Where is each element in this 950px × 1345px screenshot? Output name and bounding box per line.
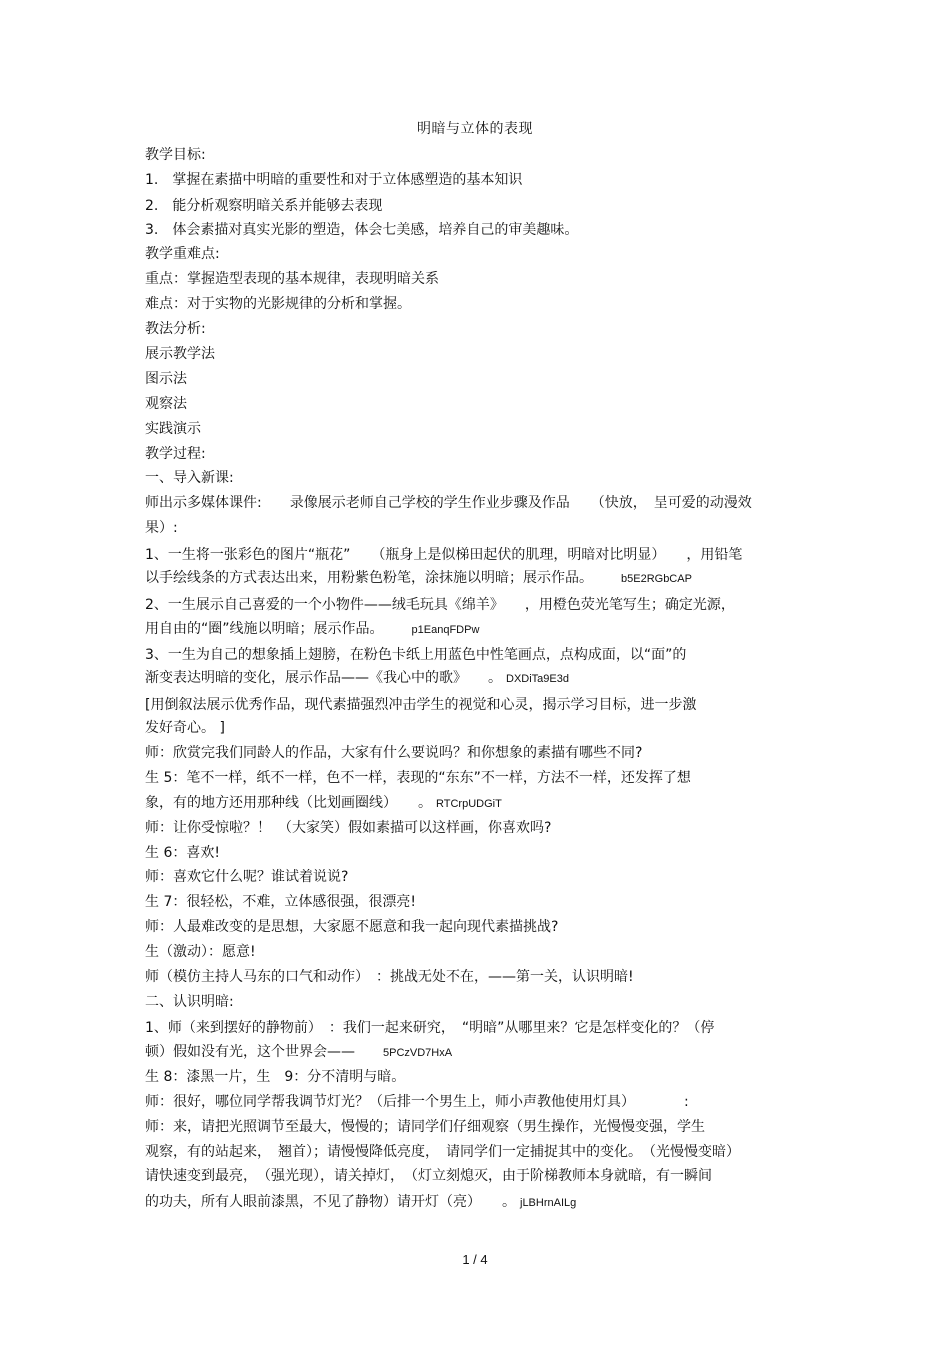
- text-line: 师：人最难改变的是思想，大家愿不愿意和我一起向现代素描挑战?: [145, 919, 559, 935]
- text-line: 用自由的“圈”线施以明暗；展示作品。 p1EanqFDPw: [145, 621, 480, 637]
- text-line: 生 6：喜欢!: [145, 845, 220, 861]
- text-line: 生 8：漆黑一片，生 9：分不清明与暗。: [145, 1069, 406, 1085]
- text-line: 展示教学法: [145, 346, 215, 362]
- page-number: 1 / 4: [462, 1252, 488, 1267]
- text-line: 二、认识明暗:: [145, 994, 234, 1010]
- text-line: 师：喜欢它什么呢？谁试着说说?: [145, 869, 349, 885]
- text-line: 师出示多媒体课件: 录像展示老师自己学校的学生作业步骤及作品 （快放， 呈可爱的动漫效: [145, 495, 752, 511]
- text-line: 果）:: [145, 520, 178, 536]
- text-line: 教学重难点:: [145, 246, 220, 262]
- text-line: 实践演示: [145, 421, 201, 437]
- text-line: 顿）假如没有光，这个世界会—— 5PCzVD7HxA: [145, 1044, 453, 1060]
- text-line: 一、导入新课:: [145, 470, 234, 486]
- text-line: 渐变表达明暗的变化，展示作品——《我心中的歌》 。 DXDiTa9E3d: [145, 670, 569, 686]
- doc-code: 5PCzVD7HxA: [383, 1047, 453, 1059]
- text-line: 重点：掌握造型表现的基本规律，表现明暗关系: [145, 271, 439, 287]
- text-line: 师（模仿主持人马东的口气和动作） ：挑战无处不在，——第一关，认识明暗!: [145, 969, 634, 985]
- text-line: 以手绘线条的方式表达出来，用粉紫色粉笔，涂抹施以明暗；展示作品。 b5E2RGbCAP: [145, 570, 692, 586]
- text-line: 3、一生为自己的想象插上翅膀，在粉色卡纸上用蓝色中性笔画点，点构成面，以“面”的: [145, 647, 687, 663]
- text-line: 1. 掌握在素描中明暗的重要性和对于立体感塑造的基本知识: [145, 172, 523, 188]
- text-line: 2、一生展示自己喜爱的一个小物件——绒毛玩具《绵羊》 ，用橙色荧光笔写生；确定光源，: [145, 597, 735, 613]
- text-line: 师：来，请把光照调节至最大，慢慢的；请同学们仔细观察（男生操作，光慢慢变强，学生: [145, 1119, 705, 1135]
- text-line: 师：让你受惊啦？！ （大家笑）假如素描可以这样画，你喜欢吗?: [145, 820, 552, 836]
- doc-code: jLBHrnAILg: [520, 1197, 577, 1209]
- text-line: 生 5：笔不一样，纸不一样，色不一样，表现的“东东”不一样，方法不一样，还发挥了想: [145, 770, 691, 786]
- text-line: 观察，有的站起来， 翘首）；请慢慢降低亮度， 请同学们一定捕捉其中的变化。 （光慢慢变暗）: [145, 1144, 740, 1160]
- text-line: 2. 能分析观察明暗关系并能够去表现: [145, 198, 383, 214]
- text-line: 难点：对于实物的光影规律的分析和掌握。: [145, 296, 411, 312]
- text-line: 师：欣赏完我们同龄人的作品，大家有什么要说吗？和你想象的素描有哪些不同?: [145, 745, 643, 761]
- text-line: 教学过程:: [145, 446, 206, 462]
- text-line: 1、师（来到摆好的静物前） ：我们一起来研究， “明暗”从哪里来？它是怎样变化的？（停: [145, 1020, 715, 1036]
- document-title: 明暗与立体的表现: [417, 121, 533, 137]
- text-line: 观察法: [145, 396, 187, 412]
- text-line: 师：很好，哪位同学帮我调节灯光？（后排一个男生上，师小声教他使用灯具） :: [145, 1094, 689, 1110]
- text-line: 图示法: [145, 371, 187, 387]
- text-line: 象，有的地方还用那种线（比划画圈线） 。 RTCrpUDGiT: [145, 795, 502, 811]
- text-line: [用倒叙法展示优秀作品，现代素描强烈冲击学生的视觉和心灵，揭示学习目标，进一步激: [145, 697, 697, 713]
- text-line: 请快速变到最亮， （强光现），请关掉灯， （灯立刻熄灭，由于阶梯教师本身就暗，有一瞬间: [145, 1168, 712, 1184]
- text-line: 发好奇心。 ]: [145, 720, 225, 736]
- text-line: 教法分析:: [145, 321, 206, 337]
- doc-code: b5E2RGbCAP: [621, 573, 692, 585]
- text-line: 1、一生将一张彩色的图片“瓶花” （瓶身上是似梯田起伏的肌理，明暗对比明显） ，用铅笔: [145, 547, 743, 563]
- text-line: 教学目标:: [145, 147, 206, 163]
- doc-code: RTCrpUDGiT: [436, 798, 502, 810]
- text-line: 生 7：很轻松，不难，立体感很强，很漂亮!: [145, 894, 416, 910]
- doc-code: p1EanqFDPw: [411, 624, 480, 636]
- doc-code: DXDiTa9E3d: [506, 673, 569, 685]
- text-line: 生（激动）：愿意!: [145, 944, 256, 960]
- text-line: 3. 体会素描对真实光影的塑造，体会七美感，培养自己的审美趣味。: [145, 222, 579, 238]
- text-line: 的功夫，所有人眼前漆黑，不见了静物）请开灯（亮） 。 jLBHrnAILg: [145, 1194, 577, 1210]
